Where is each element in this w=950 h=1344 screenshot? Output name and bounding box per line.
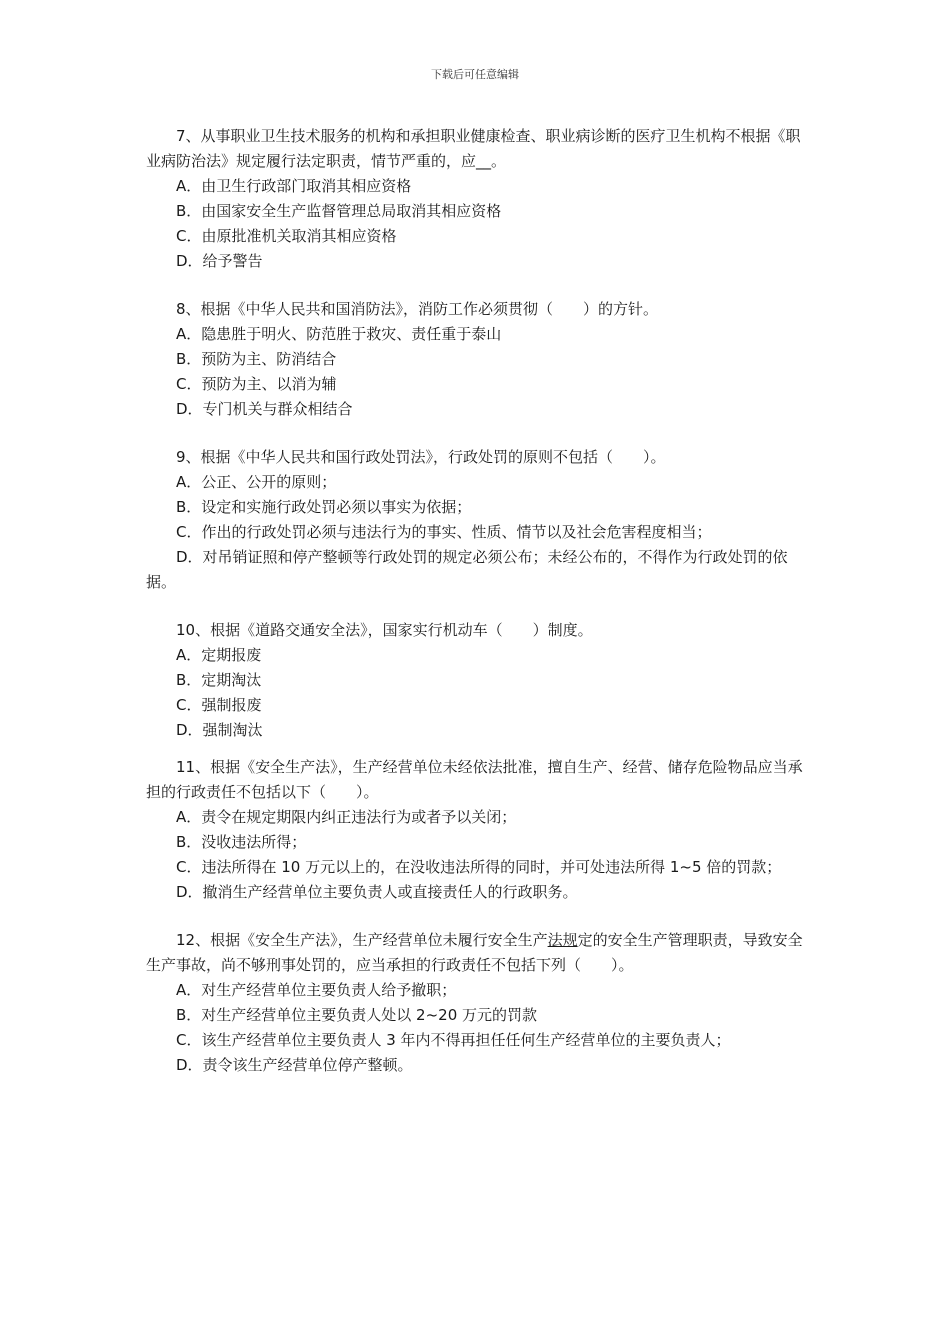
question-7 (146, 124, 814, 274)
option-b: B．预防为主、防消结合 (176, 350, 337, 368)
option-b: B．没收违法所得； (176, 833, 307, 851)
option-b: B．设定和实施行政处罚必须以事实为依据； (176, 498, 472, 516)
question-9 (146, 445, 814, 595)
option-b: B．定期淘汰 (176, 671, 262, 689)
question-stem: 9、根据《中华人民共和国行政处罚法》，行政处罚的原则不包括（ ）。 (176, 448, 666, 466)
option-a: A．隐患胜于明火、防范胜于救灾、责任重于泰山 (176, 325, 502, 343)
option-c: C．作出的行政处罚必须与违法行为的事实、性质、情节以及社会危害程度相当； (176, 523, 712, 541)
option-b: B．由国家安全生产监督管理总局取消其相应资格 (176, 202, 502, 220)
option-a: A．对生产经营单位主要负责人给予撤职； (176, 981, 457, 999)
option-d: D．撤消生产经营单位主要负责人或直接责任人的行政职务。 (176, 883, 578, 901)
option-a: A．由卫生行政部门取消其相应资格 (176, 177, 412, 195)
stem-text: 定的安全生产管理职责，导致安全生产事故，尚不够刑事处罚的，应当承担的行政责任不包括下列（ ）。 (146, 931, 803, 974)
option-b: B．对生产经营单位主要负责人处以 2~20 万元的罚款 (176, 1006, 538, 1024)
question-11 (146, 755, 814, 905)
document-body (146, 124, 814, 1101)
option-d: D．强制淘汰 (176, 721, 263, 739)
question-stem: 8、根据《中华人民共和国消防法》，消防工作必须贯彻（ ）的方针。 (176, 300, 659, 318)
option-c: C．强制报废 (176, 696, 262, 714)
question-8 (146, 297, 814, 422)
page-header: 下载后可任意编辑 (431, 68, 519, 81)
option-c: C．违法所得在 10 万元以上的，在没收违法所得的同时，并可处违法所得 1~5 倍的罚款； (176, 858, 782, 876)
option-c: C．预防为主、以消为辅 (176, 375, 337, 393)
question-10 (146, 618, 814, 743)
option-c: C．由原批准机关取消其相应资格 (176, 227, 397, 245)
underlined-term: 法规 (547, 931, 578, 949)
option-c: C．该生产经营单位主要负责人 3 年内不得再担任任何生产经营单位的主要负责人； (176, 1031, 731, 1049)
question-12 (146, 928, 814, 1078)
question-stem: 7、从事职业卫生技术服务的机构和承担职业健康检查、职业病诊断的医疗卫生机构不根据《职业病防治法》规定履行法定职责，情节严重的，应__。 (146, 127, 801, 170)
option-d: D．给予警告 (176, 252, 263, 270)
question-stem (146, 928, 814, 978)
option-d: D．责令该生产经营单位停产整顿。 (176, 1056, 413, 1074)
option-d: D．对吊销证照和停产整顿等行政处罚的规定必须公布；未经公布的，不得作为行政处罚的依据。 (146, 548, 788, 591)
stem-text: 12、根据《安全生产法》，生产经营单位未履行安全生产 (176, 931, 548, 949)
option-a: A．定期报废 (176, 646, 262, 664)
option-a: A．责令在规定期限内纠正违法行为或者予以关闭； (176, 808, 517, 826)
option-a: A．公正、公开的原则； (176, 473, 337, 491)
question-stem: 10、根据《道路交通安全法》，国家实行机动车（ ）制度。 (176, 621, 593, 639)
option-d: D．专门机关与群众相结合 (176, 400, 353, 418)
question-stem: 11、根据《安全生产法》，生产经营单位未经依法批准，擅自生产、经营、储存危险物品应当承担的行政责任不包括以下（ ）。 (146, 758, 803, 801)
